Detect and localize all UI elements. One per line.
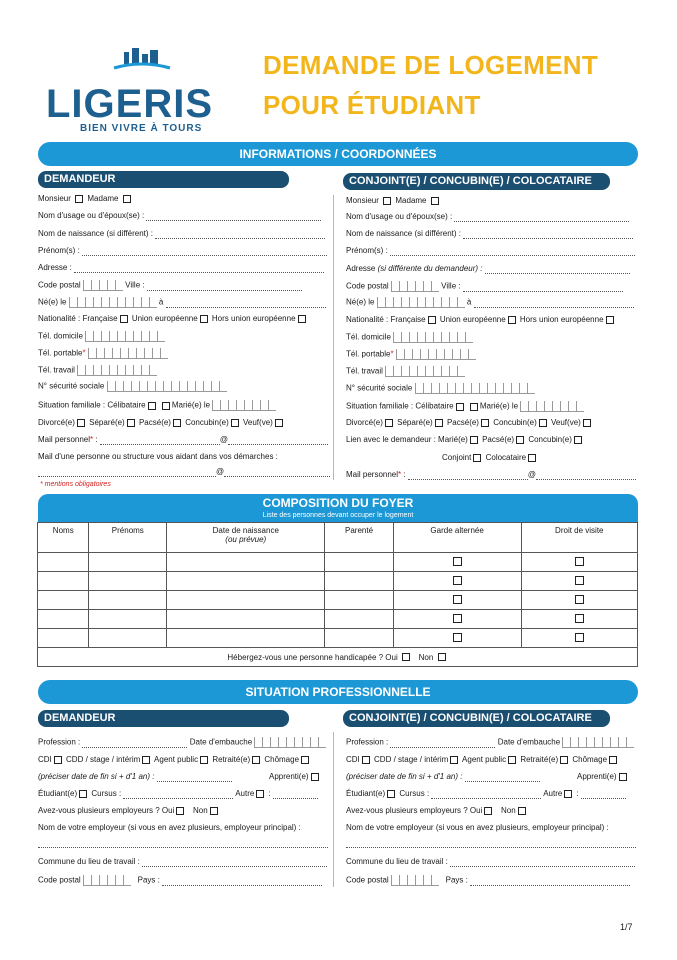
nom-usage-right[interactable]: Nom d'usage ou d'époux(se) : (346, 212, 629, 222)
mail-right[interactable]: Mail personnel* : @ (346, 470, 636, 480)
right-subtitle: CONJOINT(E) / CONCUBIN(E) / COLOCATAIRE (343, 173, 610, 190)
etudiant-left[interactable]: Étudiant(e) Cursus : Autre : (38, 789, 318, 799)
situation2-right[interactable]: Divorcé(e) Séparé(e) Pacsé(e) Concubin(e) Veuf(ve) (346, 418, 593, 428)
checkbox[interactable] (575, 595, 584, 604)
mail-aide-left[interactable]: Mail d'une personne ou structure vous aidant dans vos démarches : (38, 452, 278, 461)
secu-left[interactable]: N° sécurité sociale (38, 381, 227, 392)
checkbox[interactable] (453, 557, 462, 566)
nationalite-left[interactable]: Nationalité : Française Union européenne Hors union européenne (38, 314, 308, 324)
cp-ville-right[interactable]: Code postal Ville : (346, 281, 623, 292)
preciser-left[interactable]: (préciser date de fin si + d'1 an) : (38, 772, 232, 782)
civilite-right[interactable]: Monsieur Madame (346, 196, 441, 206)
page-title-line1: DEMANDE DE LOGEMENT (263, 50, 599, 80)
commune-right[interactable]: Commune du lieu de travail : (346, 857, 635, 867)
situation2-left[interactable]: Divorcé(e) Séparé(e) Pacsé(e) Concubin(e) Veuf(ve) (38, 418, 285, 428)
checkbox[interactable] (453, 614, 462, 623)
checkbox[interactable] (575, 557, 584, 566)
cp-pays-right[interactable]: Code postal Pays : (346, 875, 630, 886)
mail-aide-value[interactable]: @ (38, 467, 330, 477)
prenoms-right[interactable]: Prénom(s) : (346, 246, 635, 256)
column-separator (333, 195, 334, 480)
nom-employeur-left[interactable]: Nom de votre employeur (si vous en avez plusieurs, employeur principal) : (38, 823, 301, 832)
tel-portable-left[interactable]: Tél. portable* (38, 348, 168, 359)
lien2-right[interactable]: Conjoint Colocataire (442, 453, 538, 463)
naissance-left[interactable]: Né(e) le à (38, 297, 326, 308)
table-row[interactable] (38, 629, 638, 648)
checkbox[interactable] (453, 576, 462, 585)
table-row[interactable] (38, 610, 638, 629)
adresse-left[interactable]: Adresse : (38, 263, 324, 273)
right-subtitle-pro: CONJOINT(E) / CONCUBIN(E) / COLOCATAIRE (343, 710, 610, 727)
apprenti-left[interactable]: Apprenti(e) (269, 772, 321, 782)
mentions: * mentions obligatoires (40, 481, 111, 488)
adresse-right[interactable]: Adresse (si différente du demandeur) : (346, 264, 630, 274)
logo-name: LIGERIS (46, 82, 214, 126)
cp-pays-left[interactable]: Code postal Pays : (38, 875, 322, 886)
section-compo-title: COMPOSITION DU FOYER Liste des personnes devant occuper le logement (38, 494, 638, 522)
col-parente: Parenté (325, 523, 393, 553)
checkbox[interactable] (575, 633, 584, 642)
col-naissance: Date de naissance (ou prévue) (167, 523, 325, 553)
nom-naissance-right[interactable]: Nom de naissance (si différent) : (346, 229, 633, 239)
profession-left[interactable]: Profession : Date d'embauche (38, 737, 326, 748)
contrat-left[interactable]: CDI CDD / stage / intérim Agent public Retraité(e) Chômage (38, 755, 311, 765)
col-noms: Noms (38, 523, 89, 553)
logo-icon (112, 46, 172, 76)
checkbox[interactable] (575, 614, 584, 623)
contrat-right[interactable]: CDI CDD / stage / intérim Agent public Retraité(e) Chômage (346, 755, 619, 765)
tel-travail-right[interactable]: Tél. travail (346, 366, 465, 377)
civilite-left[interactable]: Monsieur Madame (38, 194, 133, 204)
etudiant-right[interactable]: Étudiant(e) Cursus : Autre : (346, 789, 626, 799)
col-prenoms: Prénoms (89, 523, 167, 553)
profession-right[interactable]: Profession : Date d'embauche (346, 737, 634, 748)
nom-usage-left[interactable]: Nom d'usage ou d'époux(se) : (38, 211, 321, 221)
logo-tagline: BIEN VIVRE À TOURS (80, 123, 203, 134)
secu-right[interactable]: N° sécurité sociale (346, 383, 535, 394)
page-title-line2: POUR ÉTUDIANT (263, 90, 481, 120)
foyer-table (37, 522, 638, 667)
prenoms-left[interactable]: Prénom(s) : (38, 246, 327, 256)
table-row[interactable] (38, 572, 638, 591)
nom-employeur-value-left[interactable] (38, 838, 328, 848)
nom-employeur-right[interactable]: Nom de votre employeur (si vous en avez plusieurs, employeur principal) : (346, 823, 609, 832)
employeurs-left[interactable]: Avez-vous plusieurs employeurs ? Oui Non (38, 806, 220, 816)
handicap-question[interactable]: Hébergez-vous une personne handicapée ? Oui Non (38, 648, 638, 667)
tel-domicile-right[interactable]: Tél. domicile (346, 332, 473, 343)
mail-left[interactable]: Mail personnel* : @ (38, 435, 328, 445)
left-subtitle-pro: DEMANDEUR (38, 710, 289, 727)
naissance-right[interactable]: Né(e) le à (346, 297, 634, 308)
nom-employeur-value-right[interactable] (346, 838, 636, 848)
table-row[interactable] (38, 553, 638, 572)
cp-ville-left[interactable]: Code postal Ville : (38, 280, 302, 291)
checkbox[interactable] (575, 576, 584, 585)
employeurs-right[interactable]: Avez-vous plusieurs employeurs ? Oui Non (346, 806, 528, 816)
tel-portable-right[interactable]: Tél. portable* (346, 349, 476, 360)
nationalite-right[interactable]: Nationalité : Française Union européenne Hors union européenne (346, 315, 616, 325)
apprenti-right[interactable]: Apprenti(e) (577, 772, 629, 782)
table-row[interactable] (38, 591, 638, 610)
tel-travail-left[interactable]: Tél. travail (38, 365, 157, 376)
preciser-right[interactable]: (préciser date de fin si + d'1 an) : (346, 772, 540, 782)
commune-left[interactable]: Commune du lieu de travail : (38, 857, 327, 867)
left-subtitle: DEMANDEUR (38, 171, 289, 188)
checkbox[interactable] (453, 633, 462, 642)
page-number: 1/7 (620, 922, 633, 932)
col-garde: Garde alternée (393, 523, 521, 553)
col-visite: Droit de visite (521, 523, 637, 553)
tel-domicile-left[interactable]: Tél. domicile (38, 331, 165, 342)
nom-naissance-left[interactable]: Nom de naissance (si différent) : (38, 229, 325, 239)
checkbox[interactable] (453, 595, 462, 604)
section-pro-title: SITUATION PROFESSIONNELLE (38, 680, 638, 704)
column-separator-pro (333, 732, 334, 887)
situation-right[interactable]: Situation familiale : Célibataire Marié(e) le (346, 401, 584, 412)
section-info-title: INFORMATIONS / COORDONNÉES (38, 142, 638, 166)
situation-left[interactable]: Situation familiale : Célibataire Marié(e) le (38, 400, 276, 411)
lien-right[interactable]: Lien avec le demandeur : Marié(e) Pacsé(e) Concubin(e) (346, 435, 584, 445)
